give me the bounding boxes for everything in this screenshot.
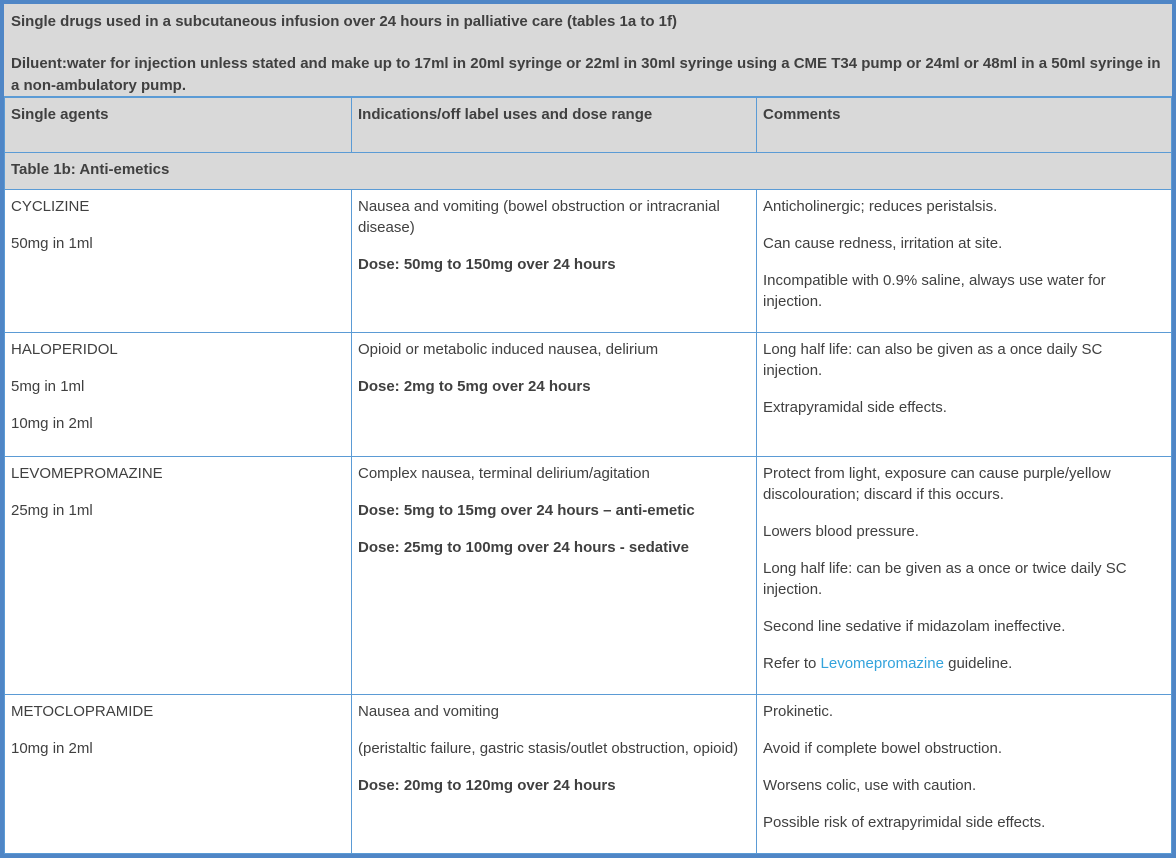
dose-text: Dose: 50mg to 150mg over 24 hours xyxy=(358,256,616,273)
comment-text: Avoid if complete bowel obstruction. xyxy=(763,740,1003,757)
indication-text: (peristaltic failure, gastric stasis/outlet obstruction, opioid) xyxy=(358,740,739,757)
indications-cell xyxy=(352,333,757,457)
col-header-comments: Comments xyxy=(757,98,1172,153)
dose-text: Dose: 20mg to 120mg over 24 hours xyxy=(358,777,616,794)
comment-text: Long half life: can be given as a once or twice daily SC injection. xyxy=(763,560,1127,598)
comment-text: Prokinetic. xyxy=(763,703,834,720)
intro-block xyxy=(4,4,1172,97)
comments-cell xyxy=(757,190,1172,333)
col-header-single-agents: Single agents xyxy=(5,98,352,153)
comments-cell xyxy=(757,457,1172,695)
comment-text: Long half life: can also be given as a once daily SC injection. xyxy=(763,341,1103,379)
levomepromazine-guideline-link[interactable]: Levomepromazine xyxy=(820,655,944,672)
comment-text: Extrapyramidal side effects. xyxy=(763,399,947,416)
refer-suffix: guideline. xyxy=(943,655,1013,672)
agent-cell xyxy=(5,190,352,333)
table-row-cyclizine xyxy=(5,190,1172,333)
preparation: 10mg in 2ml xyxy=(11,415,93,432)
col-header-indications: Indications/off label uses and dose range xyxy=(352,98,757,153)
preparation: 50mg in 1ml xyxy=(11,235,93,252)
drug-table xyxy=(4,97,1172,854)
drug-name: LEVOMEPROMAZINE xyxy=(11,465,163,482)
indications-cell xyxy=(352,190,757,333)
comment-text: Possible risk of extrapyrimidal side effects. xyxy=(763,814,1046,831)
indication-text: Complex nausea, terminal delirium/agitation xyxy=(358,465,650,482)
indication-text: Nausea and vomiting (bowel obstruction or intracranial disease) xyxy=(358,198,720,236)
agent-cell xyxy=(5,457,352,695)
comments-cell xyxy=(757,695,1172,854)
comment-text: Can cause redness, irritation at site. xyxy=(763,235,1003,252)
preparation: 10mg in 2ml xyxy=(11,740,93,757)
comment-text: Incompatible with 0.9% saline, always use water for injection. xyxy=(763,272,1106,310)
intro-title: Single drugs used in a subcutaneous infusion over 24 hours in palliative care (tables 1a to 1f) xyxy=(11,13,677,30)
comment-text: Anticholinergic; reduces peristalsis. xyxy=(763,198,998,215)
table-row-levomepromazine xyxy=(5,457,1172,695)
preparation: 25mg in 1ml xyxy=(11,502,93,519)
refer-line xyxy=(763,653,1163,674)
dose-text: Dose: 25mg to 100mg over 24 hours - sedative xyxy=(358,539,689,556)
indications-cell xyxy=(352,695,757,854)
agent-cell xyxy=(5,695,352,854)
table-row-haloperidol xyxy=(5,333,1172,457)
indication-text: Nausea and vomiting xyxy=(358,703,499,720)
preparation: 5mg in 1ml xyxy=(11,378,85,395)
comments-cell xyxy=(757,333,1172,457)
drug-name: METOCLOPRAMIDE xyxy=(11,703,154,720)
comment-text: Protect from light, exposure can cause purple/yellow discolouration; discard if this occurs. xyxy=(763,465,1111,503)
section-row-table-1b xyxy=(5,153,1172,190)
indications-cell xyxy=(352,457,757,695)
intro-diluent-note: Diluent:water for injection unless stated and make up to 17ml in 20ml syringe or 22ml in 30ml syringe using a CME T34 pump or 24ml or 48ml in a 50ml syringe in a non-ambulatory pump. xyxy=(11,55,1161,94)
table-row-metoclopramide xyxy=(5,695,1172,854)
drug-name: HALOPERIDOL xyxy=(11,341,118,358)
agent-cell xyxy=(5,333,352,457)
dose-text: Dose: 5mg to 15mg over 24 hours – anti-emetic xyxy=(358,502,695,519)
indication-text: Opioid or metabolic induced nausea, delirium xyxy=(358,341,659,358)
comment-text: Second line sedative if midazolam ineffective. xyxy=(763,618,1066,635)
refer-prefix: Refer to xyxy=(763,655,821,672)
table-header-row xyxy=(5,98,1172,153)
section-title: Table 1b: Anti-emetics xyxy=(5,153,1172,190)
comment-text: Lowers blood pressure. xyxy=(763,523,919,540)
comment-text: Worsens colic, use with caution. xyxy=(763,777,977,794)
dose-text: Dose: 2mg to 5mg over 24 hours xyxy=(358,378,591,395)
drug-name: CYCLIZINE xyxy=(11,198,90,215)
